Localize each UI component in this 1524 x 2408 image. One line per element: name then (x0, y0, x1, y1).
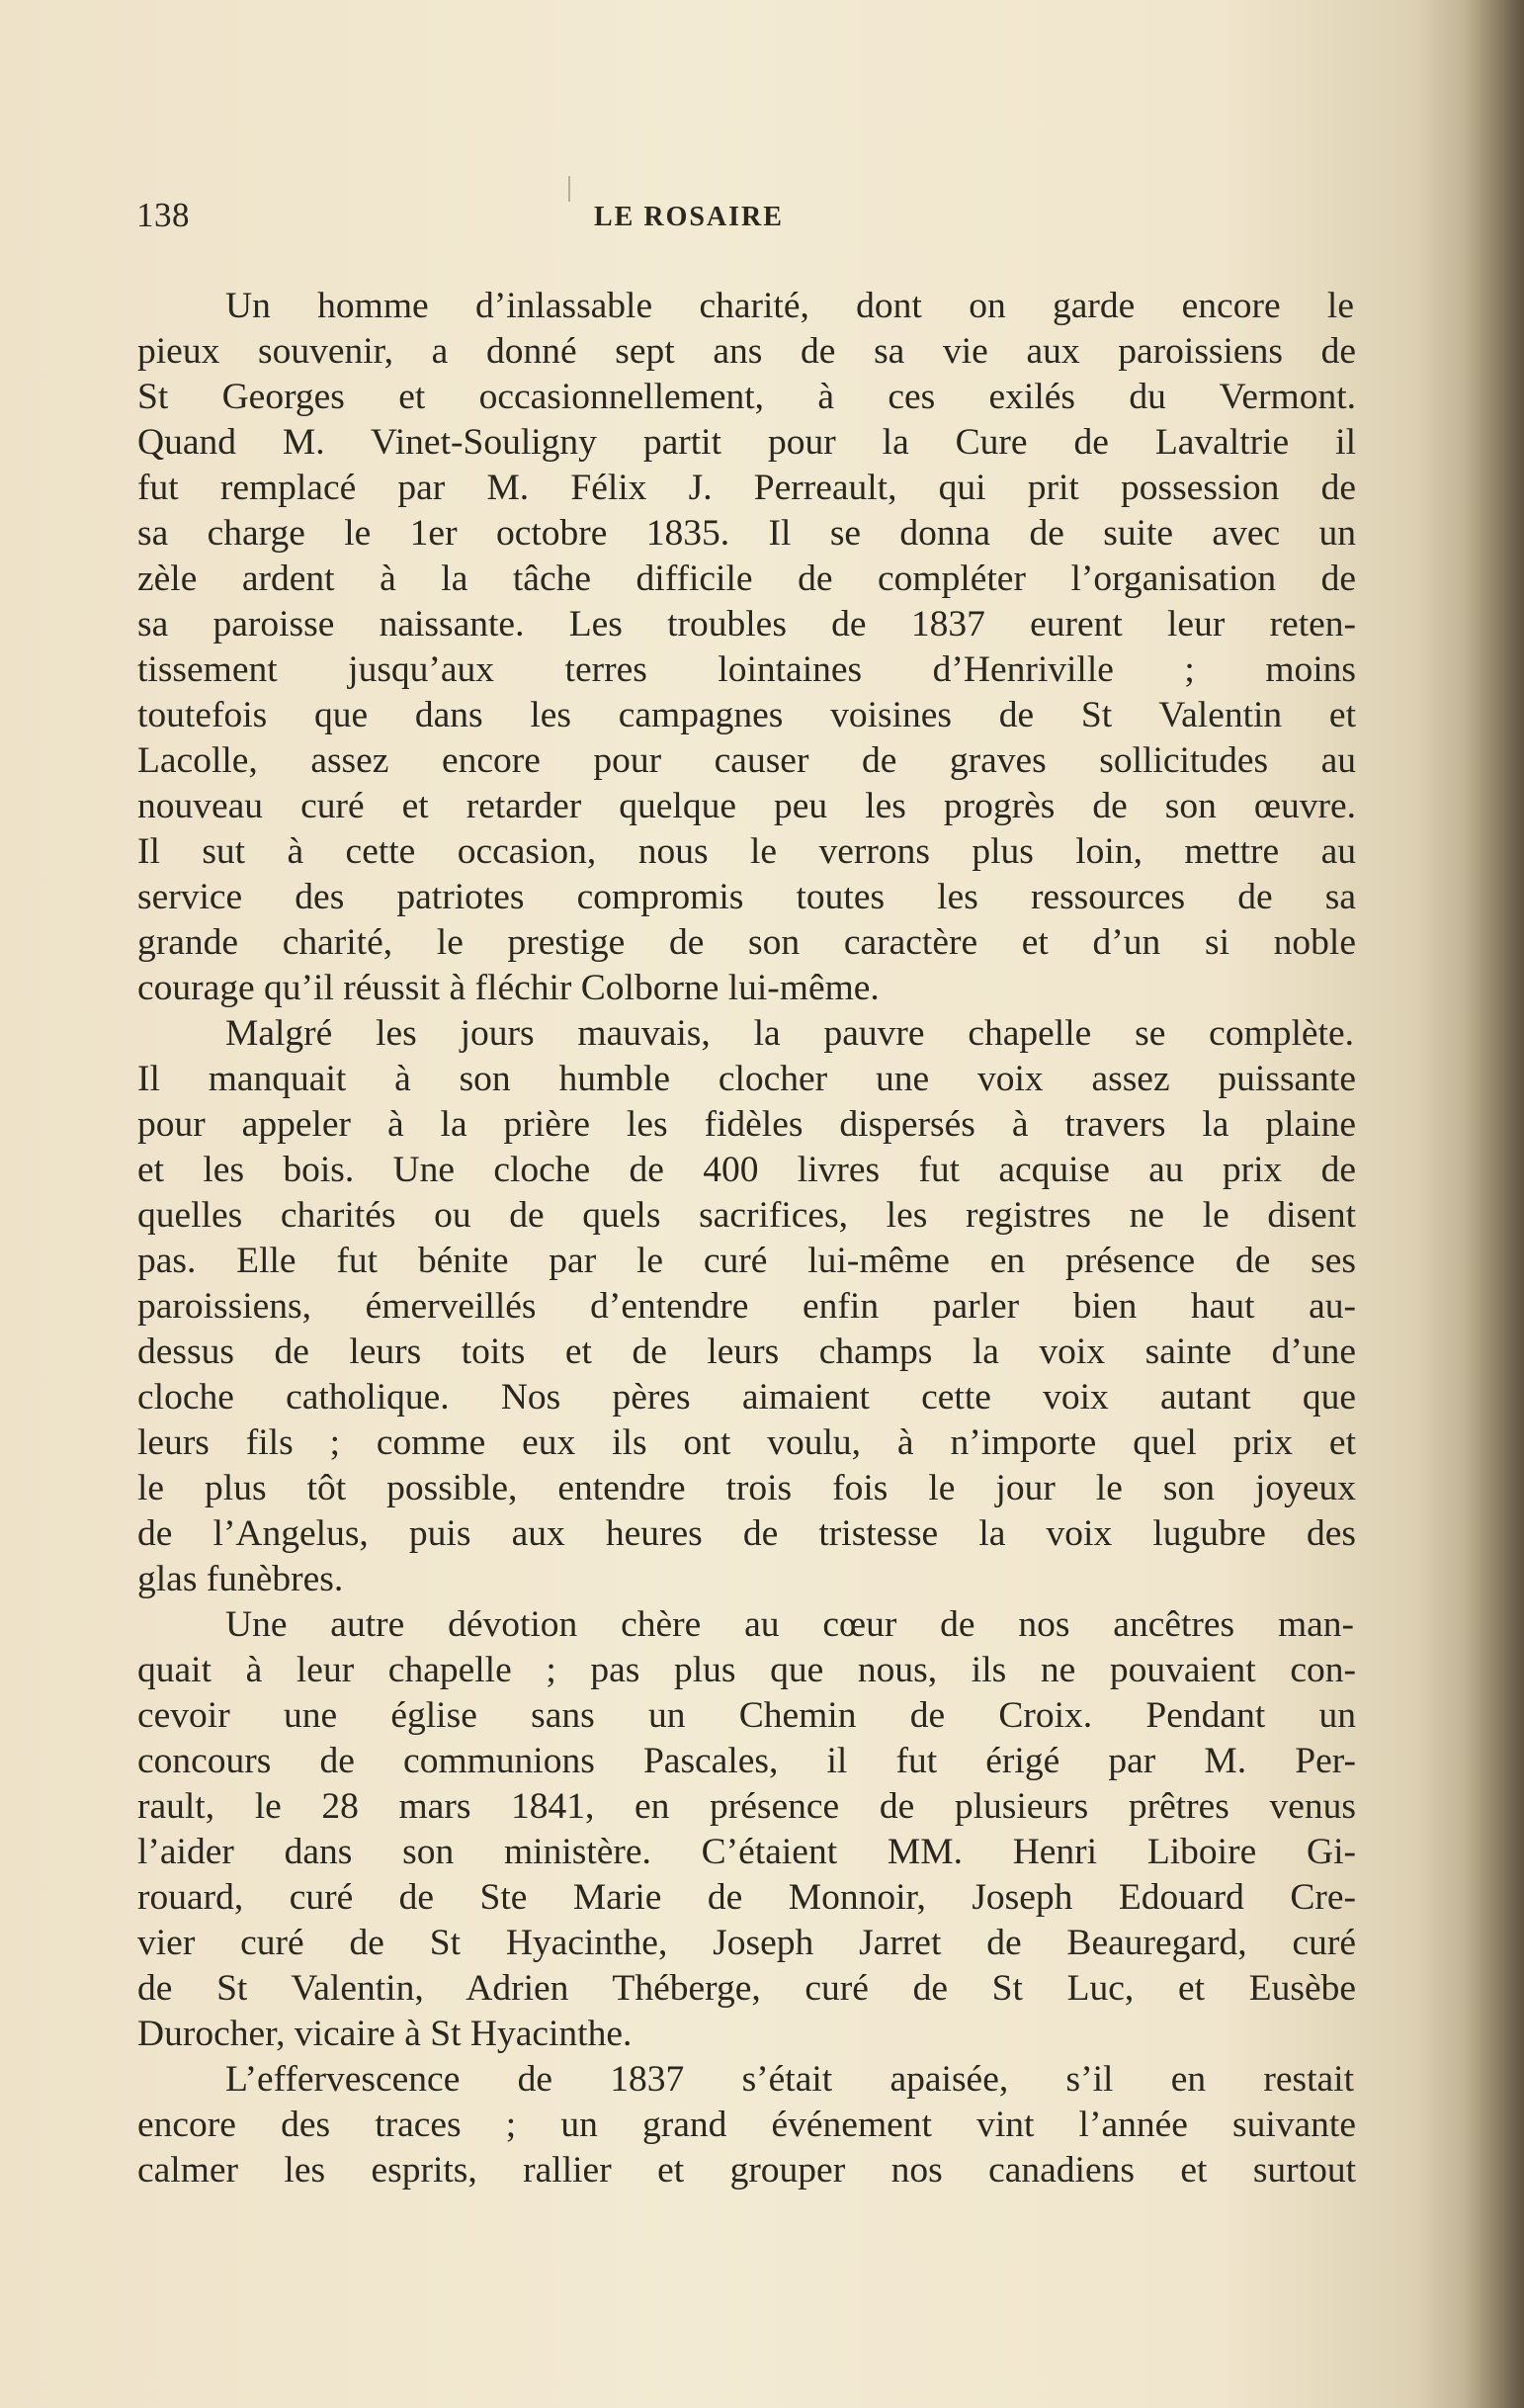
text-line: sa paroisse naissante. Les troubles de 1837 eurent leur reten- (137, 604, 1356, 645)
text-line: Il sut à cette occasion, nous le verrons plus loin, mettre au (137, 831, 1356, 872)
text-line: tissement jusqu’aux terres lointaines d’Henriville ; moins (137, 649, 1356, 690)
text-line: Un homme d’inlassable charité, dont on garde encore le (225, 286, 1354, 326)
text-line: pieux souvenir, a donné sept ans de sa vie aux paroissiens de (137, 331, 1356, 372)
text-line: dessus de leurs toits et de leurs champs la voix sainte d’une (137, 1332, 1356, 1372)
text-line: Quand M. Vinet-Souligny partit pour la Cure de Lavaltrie il (137, 422, 1356, 463)
text-line: St Georges et occasionnellement, à ces exilés du Vermont. (137, 377, 1356, 417)
text-line: zèle ardent à la tâche difficile de compléter l’organisation de (137, 559, 1356, 599)
page-spine-shadow (1465, 0, 1524, 2408)
text-line: L’effervescence de 1837 s’était apaisée, s’il en restait (225, 2059, 1354, 2100)
text-line: encore des traces ; un grand événement vint l’année suivante (137, 2105, 1356, 2145)
text-line: l’aider dans son ministère. C’étaient MM. Henri Liboire Gi- (137, 1832, 1356, 1872)
text-line: le plus tôt possible, entendre trois fois le jour le son joyeux (137, 1468, 1356, 1508)
text-line: quait à leur chapelle ; pas plus que nous, ils ne pouvaient con- (137, 1650, 1356, 1690)
text-line: de St Valentin, Adrien Théberge, curé de St Luc, et Eusèbe (137, 1968, 1356, 2009)
text-line: courage qu’il réussit à fléchir Colborne lui-même. (137, 968, 880, 1008)
text-line: rouard, curé de Ste Marie de Monnoir, Joseph Edouard Cre- (137, 1877, 1356, 1918)
text-line: calmer les esprits, rallier et grouper nos canadiens et surtout (137, 2150, 1356, 2191)
text-line: grande charité, le prestige de son caractère et d’un si noble (137, 922, 1356, 963)
text-line: Durocher, vicaire à St Hyacinthe. (137, 2014, 633, 2054)
text-line: sa charge le 1er octobre 1835. Il se donna de suite avec un (137, 513, 1356, 554)
page-number: 138 (136, 196, 190, 234)
text-line: leurs fils ; comme eux ils ont voulu, à n’importe quel prix et (137, 1422, 1356, 1463)
text-line: nouveau curé et retarder quelque peu les progrès de son œuvre. (137, 786, 1356, 826)
text-line: pas. Elle fut bénite par le curé lui-même en présence de ses (137, 1241, 1356, 1281)
running-title: LE ROSAIRE (594, 202, 784, 232)
text-line: Il manquait à son humble clocher une voix assez puissante (137, 1059, 1356, 1099)
text-line: cloche catholique. Nos pères aimaient cette voix autant que (137, 1377, 1356, 1418)
text-line: service des patriotes compromis toutes les ressources de sa (137, 877, 1356, 917)
text-line: quelles charités ou de quels sacrifices, les registres ne le disent (137, 1195, 1356, 1236)
text-line: fut remplacé par M. Félix J. Perreault, qui prit possession de (137, 468, 1356, 508)
text-line: vier curé de St Hyacinthe, Joseph Jarret de Beauregard, curé (137, 1923, 1356, 1963)
text-line: pour appeler à la prière les fidèles dispersés à travers la plaine (137, 1104, 1356, 1145)
text-line: glas funèbres. (137, 1559, 344, 1599)
print-mark (568, 176, 570, 202)
text-line: cevoir une église sans un Chemin de Croix. Pendant un (137, 1695, 1356, 1736)
text-line: et les bois. Une cloche de 400 livres fut acquise au prix de (137, 1150, 1356, 1190)
text-line: Malgré les jours mauvais, la pauvre chapelle se complète. (225, 1013, 1354, 1054)
text-line: Une autre dévotion chère au cœur de nos ancêtres man- (225, 1604, 1354, 1645)
text-line: Lacolle, assez encore pour causer de graves sollicitudes au (137, 740, 1356, 781)
text-line: rault, le 28 mars 1841, en présence de plusieurs prêtres venus (137, 1786, 1356, 1827)
text-line: paroissiens, émerveillés d’entendre enfin parler bien haut au- (137, 1286, 1356, 1327)
text-line: de l’Angelus, puis aux heures de tristesse la voix lugubre des (137, 1513, 1356, 1554)
text-line: concours de communions Pascales, il fut érigé par M. Per- (137, 1741, 1356, 1781)
text-line: toutefois que dans les campagnes voisines de St Valentin et (137, 695, 1356, 735)
